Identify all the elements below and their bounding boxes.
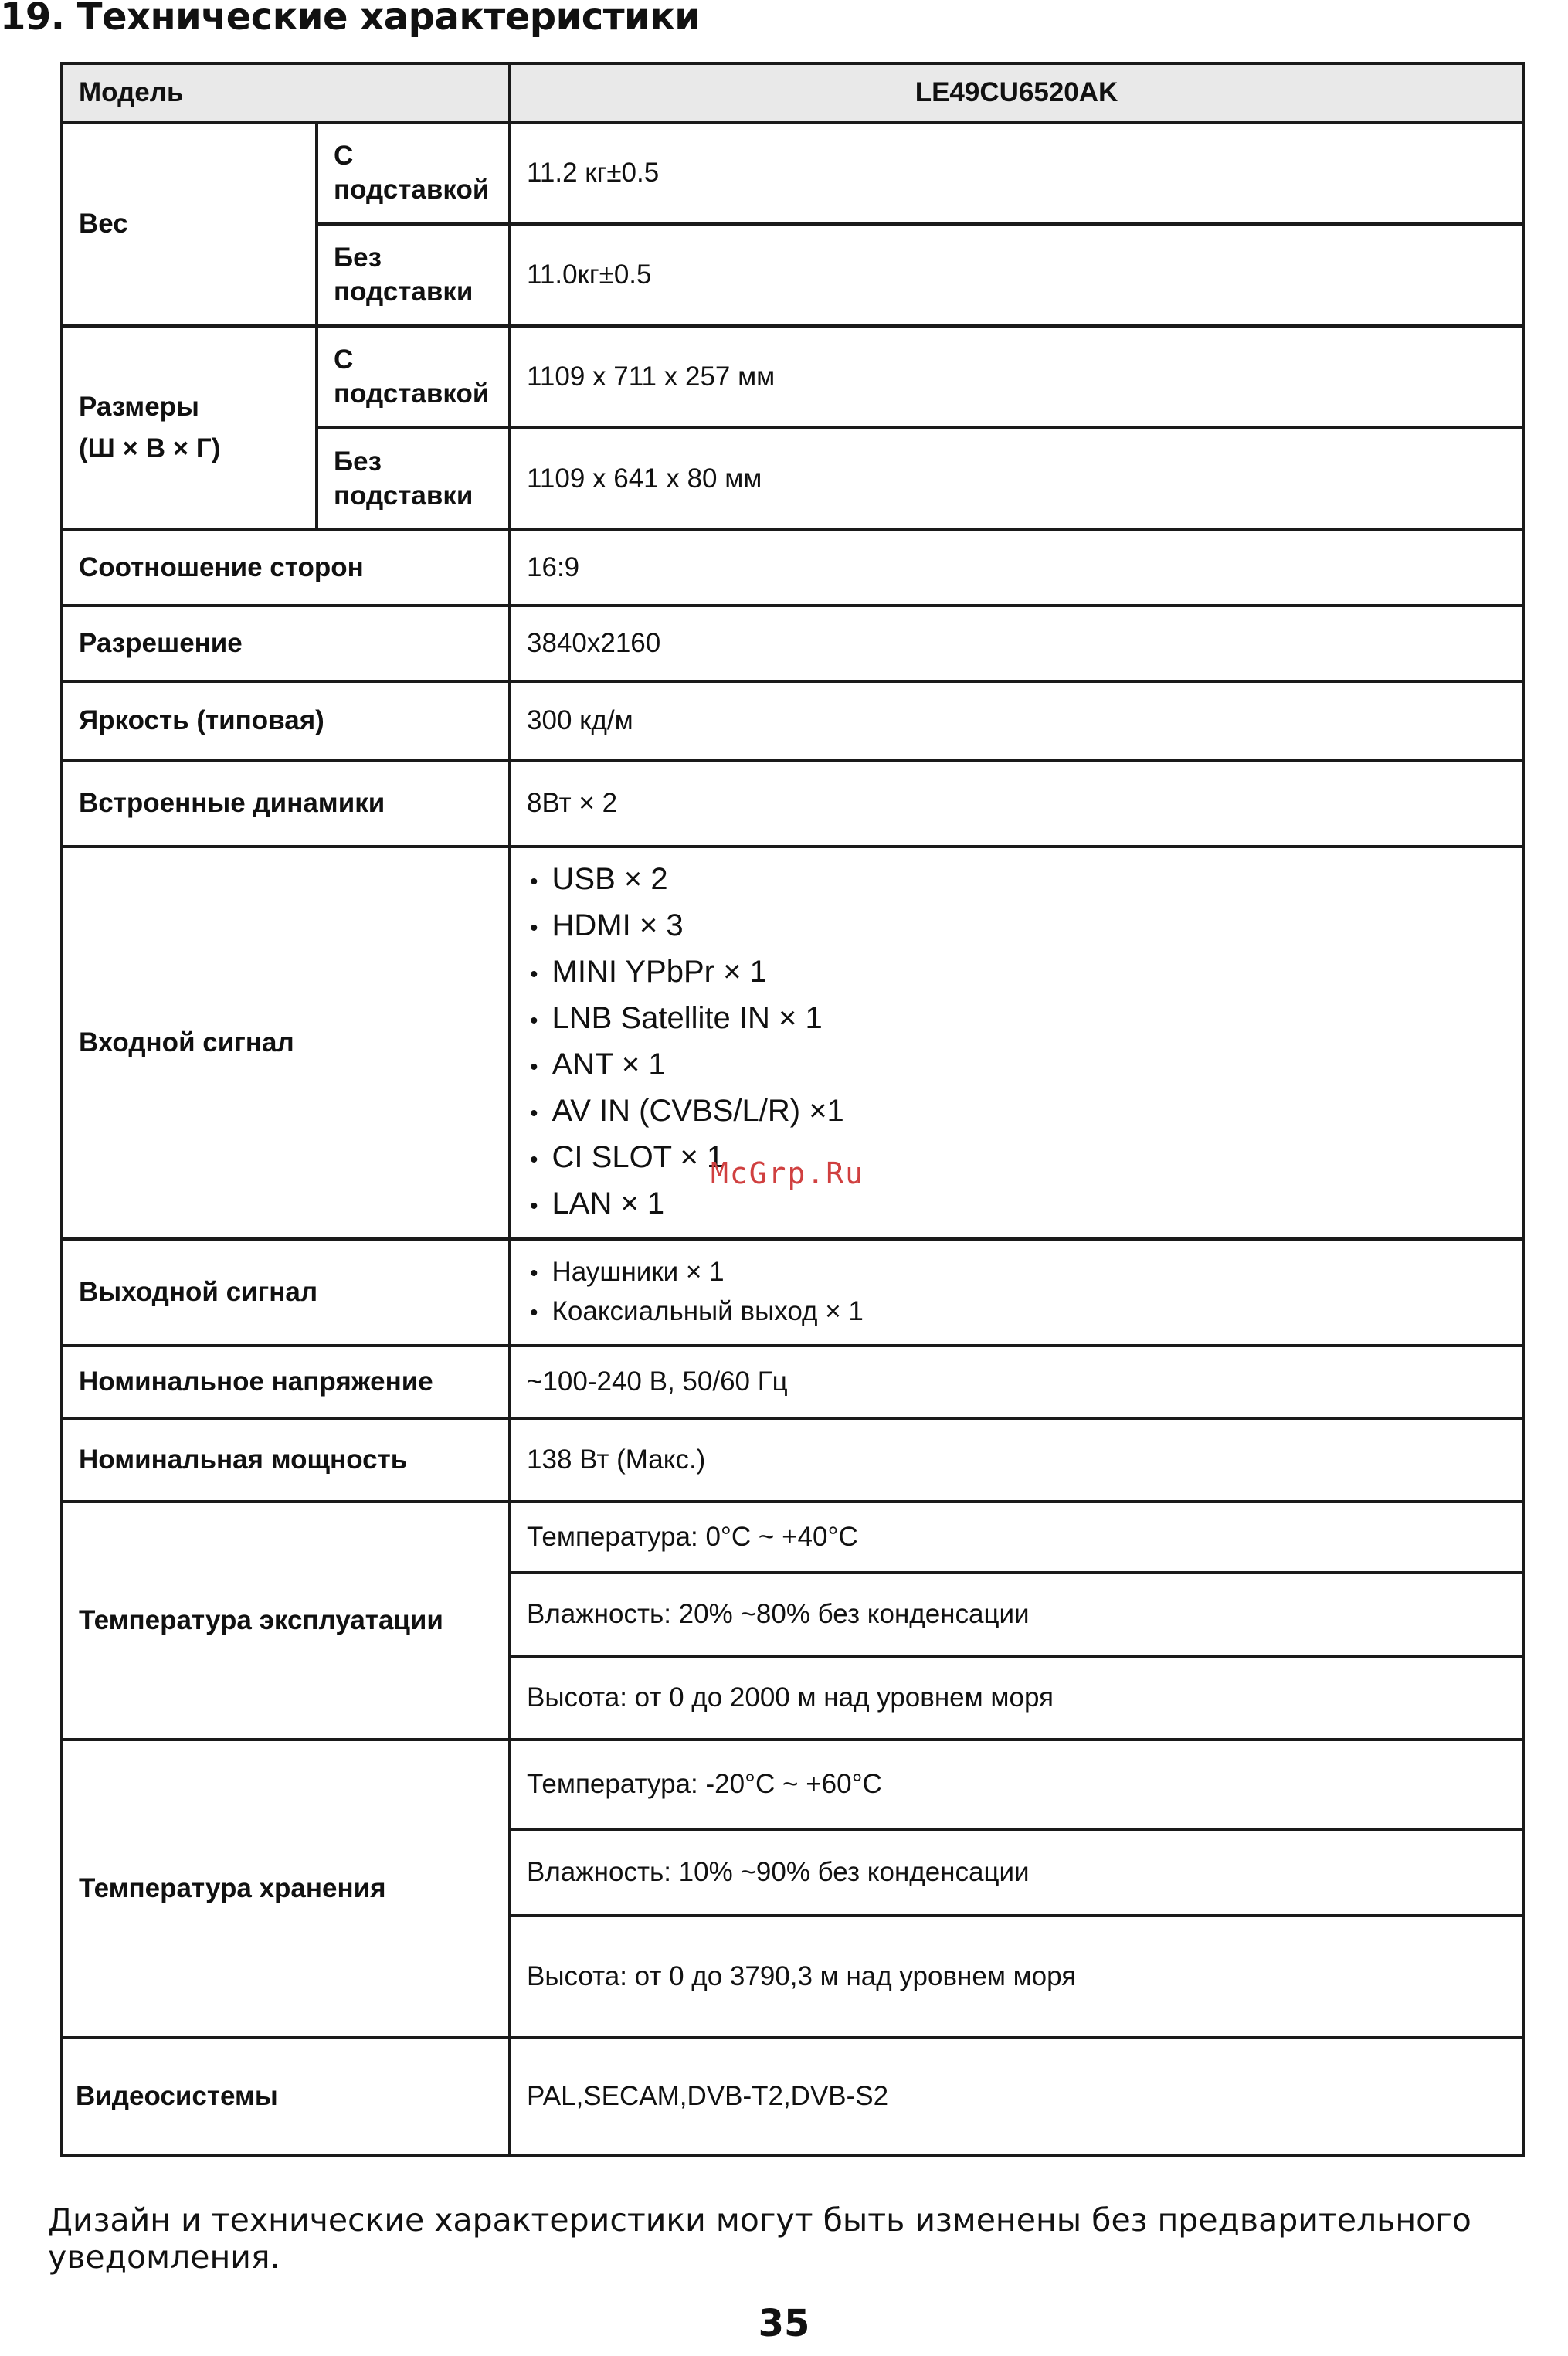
operating-temperature: Температура: 0°C ~ +40°C	[510, 1502, 1523, 1573]
list-item: • MINI YPbPr × 1	[530, 950, 1522, 996]
weight-label: Вес	[62, 122, 317, 326]
list-item: • Коаксиальный выход × 1	[530, 1292, 1522, 1332]
brightness-label: Яркость (типовая)	[62, 681, 510, 760]
resolution-label: Разрешение	[62, 606, 510, 681]
input-value	[510, 847, 1523, 1239]
output-value	[510, 1239, 1523, 1346]
input-label: Входной сигнал	[62, 847, 510, 1239]
input-list	[530, 857, 1522, 1228]
weight-row-with-stand	[62, 122, 1523, 224]
storage-humidity: Влажность: 10% ~90% без конденсации	[510, 1829, 1523, 1916]
resolution-value: 3840x2160	[510, 606, 1523, 681]
page-title: 19. Технические характеристики	[0, 0, 701, 39]
output-list	[530, 1253, 1522, 1332]
dimensions-without-stand-value: 1109 x 641 x 80 мм	[510, 428, 1523, 530]
footer-note: Дизайн и технические характеристики могут быть изменены без предварительного уведомления.	[48, 2202, 1471, 2276]
operating-row-temperature	[62, 1502, 1523, 1573]
weight-with-stand-value: 11.2 кг±0.5	[510, 122, 1523, 224]
dimensions-row-with-stand	[62, 326, 1523, 428]
list-item: • ANT × 1	[530, 1043, 1522, 1089]
voltage-label: Номинальное напряжение	[62, 1346, 510, 1418]
video-value: PAL,SECAM,DVB-T2,DVB-S2	[510, 2038, 1523, 2155]
list-item: • CI SLOT × 1	[530, 1136, 1522, 1182]
spec-table	[60, 62, 1525, 2157]
list-item: • AV IN (CVBS/L/R) ×1	[530, 1089, 1522, 1136]
speakers-value: 8Вт × 2	[510, 760, 1523, 847]
output-label: Выходной сигнал	[62, 1239, 510, 1346]
brightness-row	[62, 681, 1523, 760]
power-label: Номинальная мощность	[62, 1418, 510, 1502]
storage-temperature: Температура: -20°C ~ +60°C	[510, 1740, 1523, 1829]
aspect-value: 16:9	[510, 530, 1523, 606]
weight-without-stand-label: Без подставки	[317, 224, 510, 326]
aspect-row	[62, 530, 1523, 606]
storage-row-temperature	[62, 1740, 1523, 1829]
video-label: Видеосистемы	[62, 2038, 510, 2155]
storage-label: Температура хранения	[62, 1740, 510, 2038]
dimensions-label	[62, 326, 317, 530]
aspect-label: Соотношение сторон	[62, 530, 510, 606]
brightness-value: 300 кд/м	[510, 681, 1523, 760]
list-item: • USB × 2	[530, 857, 1522, 904]
resolution-row	[62, 606, 1523, 681]
video-row	[62, 2038, 1523, 2155]
table-header-row	[62, 63, 1523, 122]
voltage-value: ~100-240 В, 50/60 Гц	[510, 1346, 1523, 1418]
model-value: LE49CU6520AK	[510, 63, 1523, 122]
dimensions-without-stand-label: Без подставки	[317, 428, 510, 530]
operating-label: Температура эксплуатации	[62, 1502, 510, 1740]
speakers-label: Встроенные динамики	[62, 760, 510, 847]
dimensions-with-stand-label: С подставкой	[317, 326, 510, 428]
output-row	[62, 1239, 1523, 1346]
dimensions-label-line2: (Ш × В × Г)	[79, 433, 221, 463]
dimensions-with-stand-value: 1109 x 711 x 257 мм	[510, 326, 1523, 428]
power-value: 138 Вт (Макс.)	[510, 1418, 1523, 1502]
dimensions-label-line1: Размеры	[79, 392, 199, 423]
voltage-row	[62, 1346, 1523, 1418]
storage-altitude: Высота: от 0 до 3790,3 м над уровнем моря	[510, 1916, 1523, 2038]
operating-humidity: Влажность: 20% ~80% без конденсации	[510, 1573, 1523, 1656]
operating-altitude: Высота: от 0 до 2000 м над уровнем моря	[510, 1656, 1523, 1740]
weight-without-stand-value: 11.0кг±0.5	[510, 224, 1523, 326]
list-item: • LNB Satellite IN × 1	[530, 996, 1522, 1043]
watermark: McGrp.Ru	[711, 1156, 865, 1190]
weight-with-stand-label: С подставкой	[317, 122, 510, 224]
power-row	[62, 1418, 1523, 1502]
model-label: Модель	[62, 63, 510, 122]
page-number: 35	[758, 2302, 810, 2345]
speakers-row	[62, 760, 1523, 847]
list-item: • HDMI × 3	[530, 904, 1522, 950]
list-item: • LAN × 1	[530, 1182, 1522, 1228]
list-item: • Наушники × 1	[530, 1253, 1522, 1292]
